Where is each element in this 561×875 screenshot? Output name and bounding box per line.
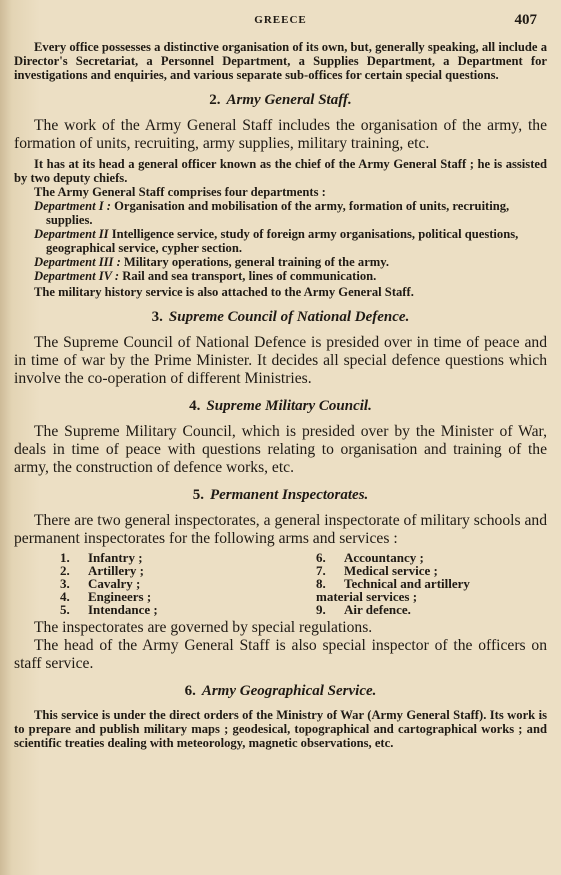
item-text: Accountancy ; — [344, 550, 424, 565]
item-number: 9. — [316, 602, 326, 617]
department-text: Military operations, general training of the army. — [123, 255, 390, 269]
item-text: Infantry ; — [88, 550, 143, 565]
item-number: 4. — [60, 589, 70, 604]
s5-paragraph-3: The head of the Army General Staff is also special inspector of the officers on staff service. — [14, 637, 547, 672]
section-6-heading — [14, 683, 547, 700]
item-text: Engineers ; — [88, 589, 152, 604]
department-text: Rail and sea transport, lines of communication. — [122, 269, 377, 283]
s2-paragraph-4: The military history service is also attached to the Army General Staff. — [34, 285, 414, 299]
s2-paragraph-3: The Army General Staff comprises four departments : — [34, 185, 326, 199]
section-5-heading — [14, 487, 547, 504]
section-3-heading — [14, 309, 547, 326]
department-item — [14, 199, 547, 227]
list-item — [60, 603, 280, 616]
list-column-right — [280, 551, 470, 616]
department-item — [14, 269, 547, 283]
section-number: 4. — [189, 398, 201, 414]
section-2-heading — [14, 92, 547, 109]
department-text: Organisation and mobilisation of the army, formation of units, recruiting, supplies. — [46, 199, 510, 227]
item-number: 8. — [316, 576, 326, 591]
section-4-heading — [14, 398, 547, 415]
page-number: 407 — [514, 12, 537, 28]
running-title: GREECE — [254, 14, 307, 26]
department-item — [14, 255, 547, 269]
section-title: Permanent Inspectorates. — [209, 487, 369, 503]
s5-paragraph-1: There are two general inspectorates, a general inspectorate of military schools and permanent inspectorates for the following arms and services : — [14, 512, 547, 547]
section-number: 2. — [209, 92, 221, 108]
section-number: 6. — [184, 683, 196, 699]
department-name: Department III : — [34, 255, 121, 269]
s6-paragraph-1: This service is under the direct orders of the Ministry of War (Army General Staff). Its work is to prepare and publish military maps ; geodesical, topographical and cartographical works ; and scientific treaties dealing with meteorology, magnetic observations, etc. — [14, 708, 547, 750]
section-title: Supreme Council of National Defence. — [168, 309, 410, 325]
s4-paragraph-1: The Supreme Military Council, which is presided over by the Minister of War, deals in time of peace with questions relating to organisation and training of the army, the construction of defence works, etc. — [14, 423, 547, 476]
item-text: Air defence. — [344, 602, 411, 617]
department-name: Department I : — [34, 199, 111, 213]
item-number: 1. — [60, 550, 70, 565]
item-text: Cavalry ; — [88, 576, 141, 591]
item-text: Intendance ; — [88, 602, 158, 617]
item-number: 7. — [316, 563, 326, 578]
s2-paragraph-1: The work of the Army General Staff includes the organisation of the army, the formation of units, recruiting, army supplies, military training, etc. — [14, 117, 547, 152]
department-name: Department IV : — [34, 269, 120, 283]
section-title: Supreme Military Council. — [206, 398, 372, 414]
intro-paragraph: Every office possesses a distinctive organisation of its own, but, generally speaking, all include a Director's Secretariat, a Personnel Department, a Supplies Department, a Department for investigations and enquiries, and various separate sub-offices for certain special questions. — [14, 40, 547, 82]
item-number: 3. — [60, 576, 70, 591]
section-number: 3. — [151, 309, 163, 325]
page-header — [14, 14, 547, 40]
department-text: Intelligence service, study of foreign army organisations, political questions, geographical service, cypher section. — [46, 227, 519, 255]
s2-paragraph-2: It has at its head a general officer known as the chief of the Army General Staff ; he is assisted by two deputy chiefs. — [14, 157, 547, 185]
list-item — [316, 603, 470, 616]
item-text: Artillery ; — [88, 563, 144, 578]
section-number: 5. — [192, 487, 204, 503]
s5-paragraph-2: The inspectorates are governed by special regulations. — [34, 619, 373, 636]
item-text: material services ; — [316, 589, 418, 604]
department-item — [14, 227, 547, 255]
inspectorates-list — [14, 551, 547, 616]
section-title: Army Geographical Service. — [201, 683, 377, 699]
item-number: 2. — [60, 563, 70, 578]
list-column-left — [14, 551, 280, 616]
department-name: Department II — [34, 227, 109, 241]
s3-paragraph-1: The Supreme Council of National Defence is presided over in time of peace and in time of war by the Prime Minister. It decides all special defence questions which involve the co-operation of different Ministries. — [14, 334, 547, 387]
item-number: 6. — [316, 550, 326, 565]
section-title: Army General Staff. — [226, 92, 352, 108]
item-text: Technical and artillery — [344, 576, 470, 591]
item-number: 5. — [60, 602, 70, 617]
item-text: Medical service ; — [344, 563, 438, 578]
